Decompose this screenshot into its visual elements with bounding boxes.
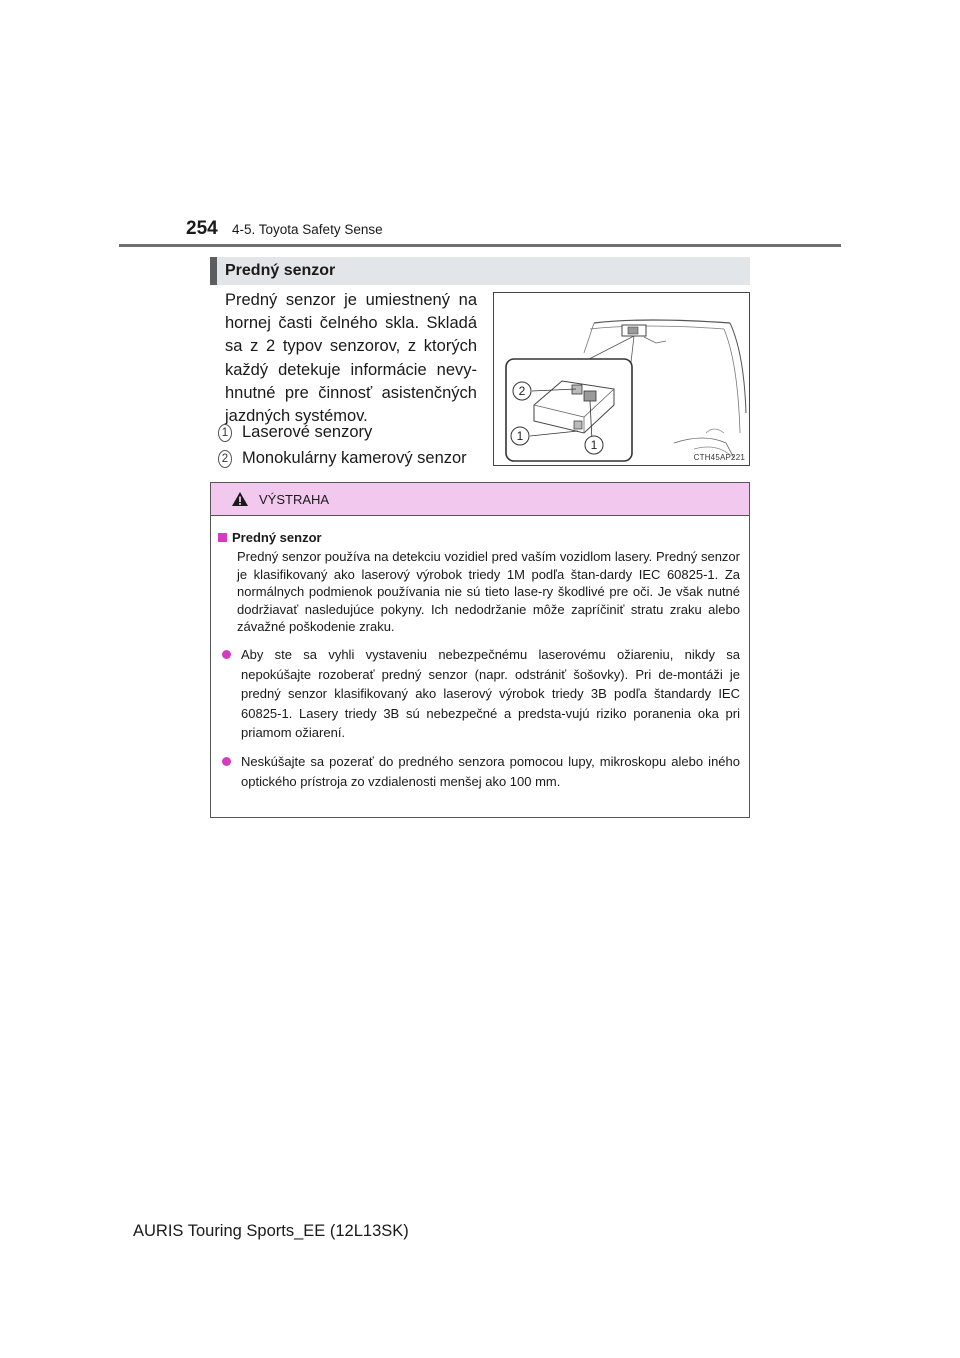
warning-paragraph: Predný senzor používa na detekciu vozidiel pred vaším vozidlom lasery. Predný senzor je klasifikovaný ako laserový výrobok triedy 1M podľa štan-dardy IEC 60825-1. Za normálnych podmienok používania nie sú tieto lase-ry škodlivé pre oči. Je však nutné dodržiavať nasledujúce pokyny. Ich nedodržanie môže zapríčiniť stratu zraku alebo závažné poškodenie zraku. [237, 549, 740, 635]
list-item-text: Monokulárny kamerový senzor [242, 449, 467, 467]
warning-box [210, 482, 750, 818]
heading-text: Predný senzor [225, 262, 336, 279]
warning-body [211, 516, 749, 791]
windshield-illustration [494, 293, 749, 465]
list-item-1 [218, 423, 372, 442]
callout-label: 1 [516, 429, 524, 443]
warning-subheading-text: Predný senzor [232, 530, 322, 545]
square-bullet-icon [218, 533, 227, 542]
warning-subheading [218, 530, 740, 545]
figure-code: CTH45AP221 [693, 453, 745, 462]
header-rule [119, 244, 841, 247]
warning-header [211, 483, 749, 516]
sensor-figure [493, 292, 750, 466]
list-item-text: Laserové senzory [242, 423, 373, 441]
warning-bullet-text: Aby ste sa vyhli vystaveniu nebezpečnému laserovému ožiareniu, nikdy sa nepokúšajte rozoberať predný senzor (napr. odstrániť šošovky). Pri de-montáži je predný senzor klasifikovaný ako laserový výrobok triedy 3B podľa štandardy IEC 60825-1. Lasery triedy 3B sú nebezpečné a predsta-vujú riziko poranenia oka pri priamom ožiarení. [241, 646, 740, 741]
page-number: 254 [186, 218, 218, 239]
intro-paragraph: Predný senzor je umiestnený na hornej časti čelného skla. Skladá sa z 2 typov senzorov, z ktorých každý detekuje informácie nevy-hnutné pre činnosť asistenčných jazdných systémov. [225, 291, 477, 426]
warning-bullet-1 [222, 645, 740, 743]
number-circle-1: 1 [218, 424, 232, 442]
warning-bullet-text: Neskúšajte sa pozerať do predného senzora pomocou lupy, mikroskopu alebo iného optického prístroja zo vzdialenosti menšej ako 100 mm. [241, 753, 740, 789]
page-footer: AURIS Touring Sports_EE (12L13SK) [133, 1222, 409, 1240]
heading-bar [210, 257, 750, 285]
callout-label: 1 [590, 438, 598, 452]
list-item-2 [218, 449, 467, 468]
round-bullet-icon [222, 757, 231, 766]
round-bullet-icon [222, 650, 231, 659]
warning-bullet-2 [222, 752, 740, 791]
callout-label: 2 [518, 384, 526, 398]
warning-title: VÝSTRAHA [259, 491, 330, 507]
number-circle-2: 2 [218, 450, 232, 468]
section-title: 4-5. Toyota Safety Sense [232, 222, 383, 237]
warning-triangle-icon [231, 491, 249, 507]
